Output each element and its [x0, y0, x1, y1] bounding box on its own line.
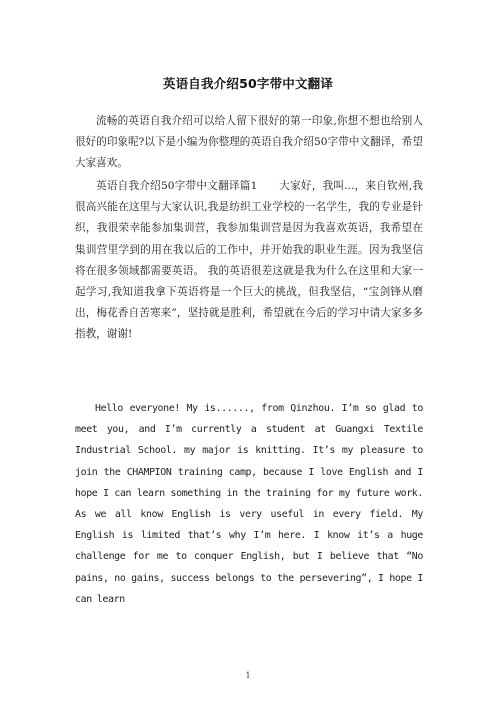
english-introduction-paragraph: Hello everyone! My is......, from Qinzhou. I’m so glad to meet you, and I’m currently a student at Guangxi Textile Industrial School. my major is knitting. It’s my pleasure to join the CHAMPION training camp, because I love English and I hope I can learn something in the training for my future work. As we all know English is very useful in every field. My English is limited that’s why I’m here. I know it’s a huge challenge for me to conquer English, but I believe that “No pains, no gains, success belongs to the persevering”, I hope I can learn — [75, 403, 423, 605]
chinese-introduction-paragraph: 英语自我介绍50字带中文翻译篇1 大家好，我叫...，来自钦州,我很高兴能在这里与大家认识,我是纺织工业学校的一名学生，我的专业是针织，我很荣幸能参加集训营，我参加集训营是因为我喜欢英语，我希望在集训营里学到的用在我以后的工作中，并开始我的职业生涯。因为我坚信将在很多领域都需要英语。 我的英语很差这就是我为什么在这里和大家一起学习,我知道我拿下英语将是一个巨大的挑战，但我坚信，“宝剑锋从磨出，梅花香自苦寒来”，坚持就是胜利，希望就在今后的学习中请大家多多指教，谢谢! — [75, 180, 423, 341]
intro-paragraph: 流畅的英语自我介绍可以给人留下很好的第一印象,你想不想也给别人很好的印象呢?以下是小编为你整理的英语自我介绍50字带中文翻译，希望大家喜欢。 — [75, 115, 423, 170]
document-title: 英语自我介绍50字带中文翻译 — [162, 76, 334, 91]
page-number: 1 — [245, 671, 251, 680]
